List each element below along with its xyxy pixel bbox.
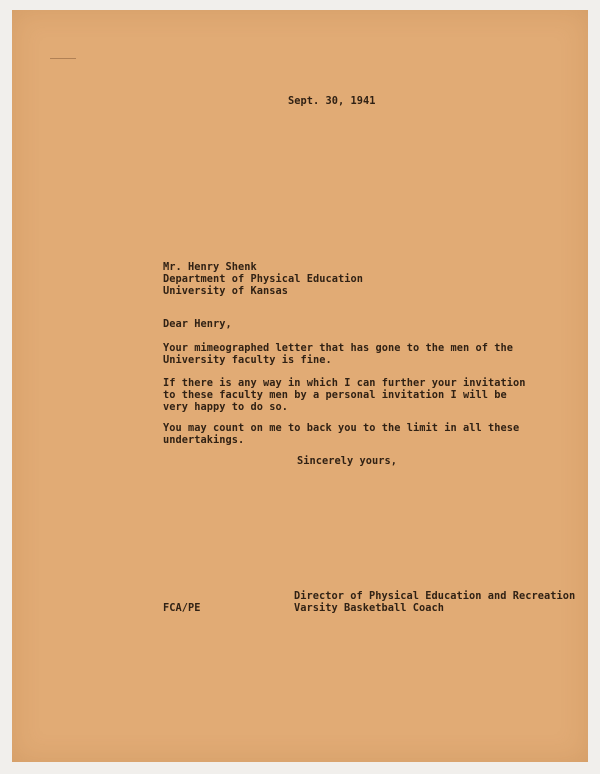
letter-date: Sept. 30, 1941 <box>288 95 376 107</box>
salutation: Dear Henry, <box>163 318 232 330</box>
paragraph-2-line-3: very happy to do so. <box>163 401 288 413</box>
paragraph-1-line-2: University faculty is fine. <box>163 354 332 366</box>
recipient-name: Mr. Henry Shenk <box>163 261 257 273</box>
recipient-department: Department of Physical Education <box>163 273 363 285</box>
closing: Sincerely yours, <box>297 455 397 467</box>
recipient-institution: University of Kansas <box>163 285 288 297</box>
signature-title-2: Varsity Basketball Coach <box>294 602 444 614</box>
paragraph-2-line-2: to these faculty men by a personal invitation I will be <box>163 389 507 401</box>
paragraph-2-line-1: If there is any way in which I can further your invitation <box>163 377 526 389</box>
signature-title-1: Director of Physical Education and Recreation <box>294 590 576 602</box>
paragraph-3-line-1: You may count on me to back you to the limit in all these <box>163 422 520 434</box>
reference-initials: FCA/PE <box>163 602 201 614</box>
letter-page <box>12 10 588 762</box>
paragraph-3-line-2: undertakings. <box>163 434 245 446</box>
page-edge-mark <box>50 58 76 59</box>
paragraph-1-line-1: Your mimeographed letter that has gone to the men of the <box>163 342 513 354</box>
